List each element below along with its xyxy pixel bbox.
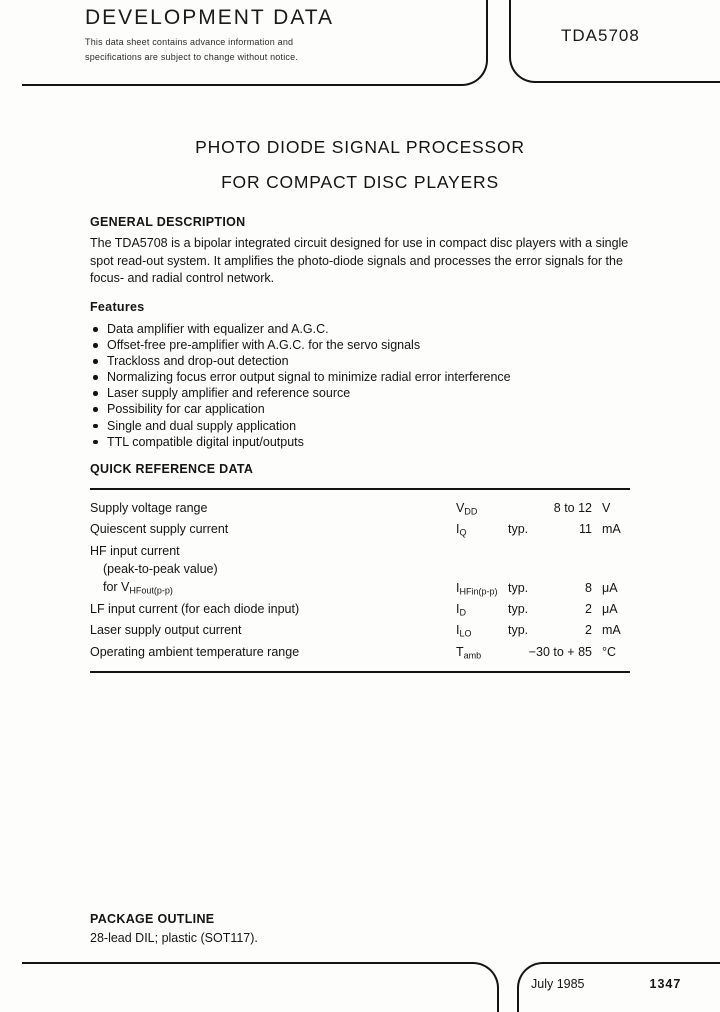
symbol-sub: amb	[463, 650, 482, 661]
symbol	[420, 644, 508, 660]
symbol	[420, 580, 508, 596]
parameter-sub: HFout(p-p)	[129, 585, 173, 596]
note-line-2: specifications are subject to change without notice.	[85, 52, 299, 62]
general-description-body: The TDA5708 is a bipolar integrated circuit designed for use in compact disc players with a single spot read-out system. It amplifies the photo-diode signals and processes the error signals for the focus- and radial control network.	[90, 236, 629, 285]
condition-value	[508, 521, 592, 537]
parameter-label: Operating ambient temperature range	[90, 644, 300, 659]
condition: typ.	[508, 623, 529, 638]
package-outline-body: 28-lead DIL; plastic (SOT117).	[90, 931, 258, 945]
document-title	[90, 130, 630, 200]
symbol-base: I	[456, 521, 460, 536]
title-line-1: PHOTO DIODE SIGNAL PROCESSOR	[195, 137, 525, 157]
list-item	[90, 434, 630, 450]
quick-reference-section	[90, 462, 630, 673]
part-number: TDA5708	[561, 26, 640, 45]
symbol	[420, 622, 508, 638]
feature-text: Normalizing focus error output signal to minimize radial error interference	[107, 370, 511, 385]
parameter-label: Quiescent supply current	[90, 521, 229, 536]
symbol-sub: D	[459, 607, 466, 618]
bullet-icon	[93, 327, 98, 332]
bullet-icon	[93, 359, 98, 364]
publication-date: July 1985	[531, 977, 585, 991]
feature-text: Laser supply amplifier and reference source	[107, 386, 351, 401]
general-description-section	[90, 215, 630, 288]
bullet-icon	[93, 375, 98, 380]
quick-reference-heading: QUICK REFERENCE DATA	[90, 462, 254, 476]
table-row	[90, 497, 630, 518]
header-left-frame	[22, 0, 488, 86]
list-item	[90, 418, 630, 434]
value: 2	[585, 602, 592, 617]
table-row	[90, 641, 630, 662]
features-section	[90, 300, 630, 450]
bullet-icon	[93, 424, 98, 429]
feature-text: Possibility for car application	[107, 402, 265, 417]
bullet-icon	[93, 343, 98, 348]
parameter-line: (peak-to-peak value)	[103, 561, 218, 576]
features-list	[90, 321, 630, 450]
value: 11	[579, 521, 592, 536]
bullet-icon	[93, 391, 98, 396]
feature-text: TTL compatible digital input/outputs	[107, 434, 304, 449]
unit: V	[602, 500, 611, 515]
symbol-base: V	[456, 500, 465, 515]
symbol-base: I	[456, 602, 460, 617]
symbol	[420, 500, 508, 516]
feature-text: Trackloss and drop-out detection	[107, 354, 289, 369]
development-data-title: DEVELOPMENT DATA	[85, 6, 335, 29]
symbol-sub: DD	[464, 506, 478, 517]
parameter-line	[90, 578, 420, 596]
feature-text: Single and dual supply application	[107, 418, 297, 433]
table-row	[90, 518, 630, 539]
parameter-label	[90, 542, 420, 596]
quick-reference-table	[90, 488, 630, 673]
symbol-sub: LO	[459, 628, 472, 639]
list-item	[90, 353, 630, 369]
condition-value	[508, 622, 592, 638]
feature-text: Data amplifier with equalizer and A.G.C.	[107, 322, 329, 336]
development-data-block	[85, 6, 334, 65]
bullet-icon	[93, 407, 98, 412]
symbol-sub: Q	[459, 527, 467, 538]
feature-text: Offset-free pre-amplifier with A.G.C. for the servo signals	[107, 338, 421, 353]
bullet-icon	[93, 440, 98, 445]
unit: μA	[602, 580, 618, 595]
symbol-base: T	[456, 644, 464, 659]
list-item	[90, 337, 630, 353]
package-outline-heading: PACKAGE OUTLINE	[90, 912, 215, 926]
header-right-frame	[509, 0, 720, 83]
value: 8 to 12	[553, 500, 592, 515]
symbol-sub: HFin(p-p)	[459, 586, 498, 597]
symbol-base: I	[456, 623, 460, 638]
parameter-text: for V	[103, 579, 130, 594]
unit: mA	[602, 521, 621, 536]
value: 8	[585, 580, 592, 595]
list-item	[90, 369, 630, 385]
table-row	[90, 620, 630, 641]
footer-left-frame	[22, 962, 499, 1012]
condition-value	[508, 601, 592, 617]
features-heading: Features	[90, 300, 145, 314]
parameter-label: Laser supply output current	[90, 623, 242, 638]
unit: μA	[602, 602, 618, 617]
condition: typ.	[508, 602, 529, 617]
parameter-label: Supply voltage range	[90, 500, 208, 515]
package-outline-section	[90, 912, 630, 948]
title-line-2: FOR COMPACT DISC PLAYERS	[221, 172, 499, 192]
condition-value	[508, 580, 592, 596]
condition: typ.	[508, 521, 529, 536]
table-row	[90, 599, 630, 620]
parameter-label: LF input current (for each diode input)	[90, 602, 300, 617]
symbol	[420, 521, 508, 537]
list-item	[90, 385, 630, 401]
symbol	[420, 601, 508, 617]
page-number: 1347	[649, 977, 682, 991]
unit: °C	[602, 644, 617, 659]
condition-value	[508, 644, 592, 660]
list-item	[90, 321, 630, 337]
note-line-1: This data sheet contains advance information and	[85, 37, 294, 47]
general-description-heading: GENERAL DESCRIPTION	[90, 215, 246, 229]
development-data-note	[85, 35, 334, 65]
value: 2	[585, 623, 592, 638]
list-item	[90, 401, 630, 417]
value: −30 to + 85	[528, 644, 592, 659]
unit: mA	[602, 623, 621, 638]
condition-value	[508, 500, 592, 516]
symbol-base: I	[456, 580, 460, 595]
parameter-line: HF input current	[90, 543, 180, 558]
table-row	[90, 539, 630, 598]
footer-right-frame	[517, 962, 720, 1012]
footer	[531, 977, 681, 991]
condition: typ.	[508, 580, 529, 595]
